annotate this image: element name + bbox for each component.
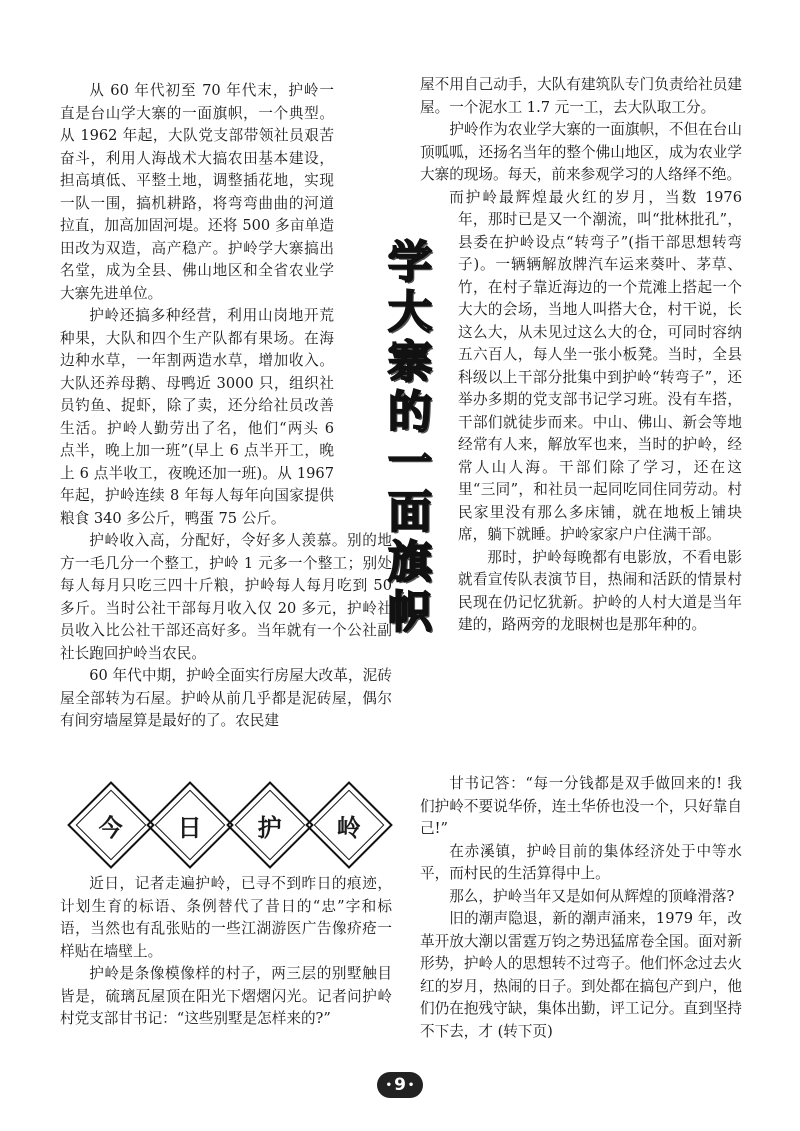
paragraph: 屋不用自己动手，大队有建筑队专门负责给社员建屋。一个泥水工 1.7 元一工，去大队取工分。 [420, 76, 742, 116]
paragraph: 那么，护岭当年又是如何从辉煌的顶峰滑落? [449, 887, 735, 905]
banner-diamond [305, 781, 393, 869]
title-char: 寨 [388, 337, 432, 388]
title-char: 帜 [388, 587, 432, 638]
page-number-text: • 9 [394, 1075, 406, 1095]
paragraph: 近日，记者走遍护岭，已寻不到昨日的痕迹，计划生育的标语、条例替代了昔日的“忠”字和标语，当然也有乱张贴的一些江湖游医广告像疥疮一样贴在墙壁上。 [60, 875, 392, 960]
paragraph: 而护岭最辉煌最火红的岁月，当数 1976 年，那时已是又一个潮流，叫“批林批孔”，县委在护岭设点“转弯子”(指干部思想转弯子)。一辆辆解放牌汽车运来葵叶、茅草、竹，在村子靠近海边的一个荒滩上搭起一个大大的会场，当地人叫搭大仓，村干说，长这么大，从未见过这么大的仓，可同时容纳五六百人，每人坐一张小板凳。当时，全县科级以上干部分批集中到护岭“转弯子”，还举办多期的党支部书记学习班。没有车搭，干部们就徒步而来。中山、佛山、新会等地经常有人来，解放军也来，当时的护岭，经常人山人海。干部们除了学习，还在这里“三同”，和社员一起同吃同住同劳动。村民家里没有那么多床铺，就在地板上铺块席，躺下就睡。护岭家家户户住满干部。 [449, 188, 742, 543]
title-char: 学 [388, 237, 432, 288]
title-char: 的 [388, 387, 432, 438]
paragraph: 60 年代中期，护岭全面实行房屋大改革，泥砖屋全部转为石屋。护岭从前几乎都是泥砖屋，偶尔有间穷墙屋算是最好的了。农民建 [60, 667, 392, 729]
banner-char: 岭 [336, 813, 361, 842]
article-column-top-right [420, 74, 742, 664]
banner-diamond [146, 781, 234, 869]
paragraph: 从 60 年代初至 70 年代末，护岭一直是台山学大寨的一面旗帜，一个典型。从 1962 年起，大队党支部带领社员艰苦奋斗，利用人海战术大搞农田基本建设，担高填低、平整土地，调整插花地，实现一队一围，搞机耕路，将弯弯曲曲的河道拉直，加高加固河堤。还将 500 多亩单造田改为双造，高产稳产。护岭学大寨搞出名堂，成为全县、佛山地区和全省农业学大寨先进单位。 [60, 82, 334, 302]
paragraph: 护岭还搞多种经营，利用山岗地开荒种果，大队和四个生产队都有果场。在海边种水草，一年割两造水草，增加收入。大队还养母鹅、母鸭近 3000 只，组织社员钓鱼、捉虾，除了卖，还分给社员改善生活。护岭人勤劳出了名，他们“两头 6 点半，晚上加一班”(早上 6 点半开工，晚上 6 点半收工，夜晚还加一班)。从 1967 年起，护岭连续 8 年每人每年向国家提供粮食 340 多公斤，鸭蛋 75 公斤。 [60, 307, 334, 527]
paragraph: 护岭作为农业学大寨的一面旗帜，不但在台山顶呱呱，还扬名当年的整个佛山地区，成为农业学大寨的现场。每天，前来参观学习的人络绎不绝。 [420, 121, 742, 183]
paragraph: 那时，护岭每晚都有电影放，不看电影就看宣传队表演节目，热闹和活跃的情景村民现在仍记忆犹新。护岭的人村大道是当年建的，路两旁的龙眼树也是那年种的。 [458, 548, 742, 633]
title-char: 一 [388, 437, 432, 488]
banner-char: 日 [178, 813, 203, 842]
today-section-banner [80, 790, 380, 860]
paragraph: 护岭是条像模像样的村子，两三层的别墅触目皆是，硫璃瓦屋顶在阳光下熠熠闪光。记者问护岭村党支部甘书记：“这些别墅是怎样来的?” [60, 965, 392, 1027]
banner-char: 今 [99, 813, 123, 842]
title-char: 面 [388, 487, 432, 538]
title-char: 旗 [388, 537, 432, 588]
banner-char: 护 [257, 813, 282, 842]
vertical-section-title [380, 237, 440, 638]
article-column-top-left [60, 80, 392, 733]
paragraph: 护岭收入高，分配好，令好多人羡慕。别的地方一毛几分一个整工，护岭 1 元多一个整工；别处每人每月只吃三四十斤粮，护岭每人每月吃到 50 多斤。当时公社干部每月收入仅 20 多元，护岭社员收入比公社干部还高好多。当年就有一个公社副社长跑回护岭当农民。 [60, 532, 392, 662]
article-column-bottom-right [420, 773, 742, 1043]
title-char: 大 [388, 287, 432, 338]
paragraph: 甘书记答：“每一分钱都是双手做回来的! 我们护岭不要说华侨，连土华侨也没一个，只好靠自己!” [420, 775, 742, 837]
paragraph: 旧的潮声隐退，新的潮声涌来，1979 年，改革开放大潮以雷霆万钧之势迅猛席卷全国。面对新形势，护岭人的思想转不过弯子。他们怀念过去火红的岁月，热闹的日子。到处都在搞包产到户，他们仍在抱残守缺，集体出勤，评工记分。直到坚持不下去，才 (转下页) [420, 910, 742, 1040]
paragraph: 在赤溪镇，护岭目前的集体经济处于中等水平，而村民的生活算得中上。 [420, 842, 742, 882]
banner-diamond [226, 781, 314, 869]
banner-diamond [67, 781, 155, 869]
article-column-bottom-left [60, 873, 392, 1031]
page-number [377, 1072, 423, 1098]
